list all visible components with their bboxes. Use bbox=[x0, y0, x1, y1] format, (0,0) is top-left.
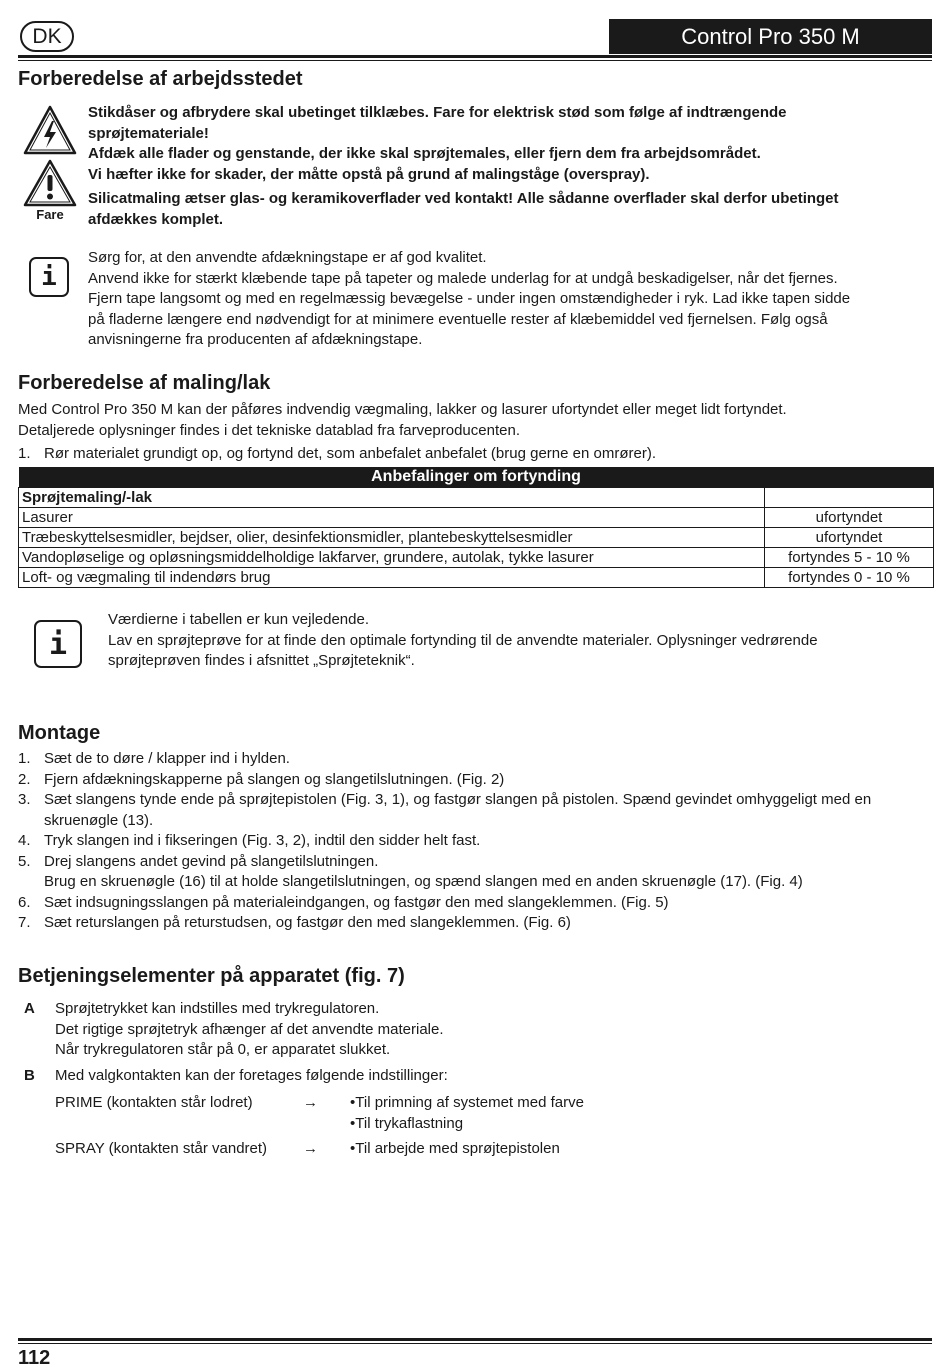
table-cell-material: Vandopløselige og opløsningsmiddelholdige lakfarver, grundere, autolak, tykke lasurer bbox=[19, 548, 765, 568]
info-text-2 bbox=[108, 610, 928, 672]
list-item bbox=[18, 893, 936, 914]
page-number: 112 bbox=[18, 1347, 51, 1369]
step-text bbox=[44, 790, 871, 831]
step-text-line: Brug en skruenøgle (16) til at holde slangetilslutningen, og spænd slangen med en anden skruenøgle (17). (Fig. 4) bbox=[44, 873, 803, 890]
info-text-1 bbox=[88, 248, 928, 351]
step-number: 4. bbox=[18, 832, 31, 849]
info-line: Anvend ikke for stærkt klæbende tape på tapeter og malede underlag for at undgå beskadigelser, når det fjernes. bbox=[88, 269, 838, 287]
list-item bbox=[350, 1114, 584, 1135]
arrow-right-icon: → bbox=[303, 1094, 318, 1111]
table-row bbox=[19, 528, 934, 548]
control-label-b: B bbox=[24, 1067, 35, 1084]
table-cell-value: ufortyndet bbox=[765, 528, 934, 548]
control-a-line: Sprøjtetrykket kan indstilles med trykregulatoren. bbox=[55, 1000, 380, 1017]
step-text: Sæt returslangen på returstudsen, og fastgør den med slangeklemmen. (Fig. 6) bbox=[44, 914, 571, 931]
info-line: Sørg for, at den anvendte afdækningstape er af god kvalitet. bbox=[88, 249, 487, 266]
table-cell-value: fortyndes 5 - 10 % bbox=[765, 548, 934, 568]
warning-icon bbox=[22, 158, 78, 208]
step-text-line: skruenøgle (13). bbox=[44, 811, 154, 829]
info-line: på fladerne længere end nødvendigt for at minimere eventuelle rester af klæbemiddel ved fjernelsen. Følg også bbox=[88, 310, 828, 328]
list-item bbox=[350, 1139, 560, 1160]
step-text: Fjern afdækningskapperne på slangen og slangetilslutningen. (Fig. 2) bbox=[44, 770, 505, 788]
list-item bbox=[18, 749, 936, 770]
list-item bbox=[18, 913, 936, 934]
info-line: Værdierne i tabellen er kun vejledende. bbox=[108, 611, 369, 628]
table-cell-value: fortyndes 0 - 10 % bbox=[765, 568, 934, 588]
table-cell-material: Loft- og vægmaling til indendørs brug bbox=[19, 568, 765, 588]
product-title: Control Pro 350 M bbox=[681, 23, 860, 49]
table-row bbox=[19, 508, 934, 528]
result-text: Til arbejde med sprøjtepistolen bbox=[355, 1140, 560, 1157]
paint-step-1 bbox=[18, 444, 934, 465]
control-a-line: Det rigtige sprøjtetryk afhænger af det anvendte materiale. bbox=[55, 1020, 444, 1038]
control-label-a: A bbox=[24, 1000, 35, 1017]
section-title-paint-prep: Forberedelse af maling/lak bbox=[18, 372, 271, 394]
thinning-table bbox=[18, 467, 934, 588]
header-rule bbox=[18, 55, 932, 58]
control-b-intro: Med valgkontakten kan der foretages følgende indstillinger: bbox=[55, 1067, 448, 1084]
warning-label: Fare bbox=[36, 207, 64, 222]
info-line: sprøjteprøven findes i afsnittet „Sprøjteteknik“. bbox=[108, 652, 415, 669]
section-title-controls: Betjeningselementer på apparatet (fig. 7) bbox=[18, 965, 405, 987]
list-item bbox=[18, 770, 936, 791]
control-a-description bbox=[55, 999, 925, 1061]
step-text: Sæt indsugningsslangen på materialeindgangen, og fastgør den med slangeklemmen. (Fig. 5) bbox=[44, 893, 669, 911]
step-text bbox=[44, 852, 803, 893]
warning-line: Silicatmaling ætser glas- og keramikoverflader ved kontakt! Alle sådanne overflader skal derfor ubetinget bbox=[88, 190, 839, 207]
prime-setting-label: PRIME (kontakten står lodret) bbox=[55, 1094, 253, 1111]
result-text: Til trykaflastning bbox=[355, 1114, 464, 1132]
prime-results bbox=[350, 1093, 584, 1134]
header-rule-thin bbox=[18, 60, 932, 61]
info-icon-glyph: i bbox=[48, 626, 68, 662]
language-badge-label: DK bbox=[32, 24, 62, 48]
footer-rule-thin bbox=[18, 1343, 932, 1344]
list-item bbox=[18, 831, 936, 852]
step-number: 6. bbox=[18, 893, 31, 911]
step-number: 3. bbox=[18, 791, 31, 808]
step-text: Rør materialet grundigt op, og fortynd det, som anbefalet anbefalet (brug gerne en omrører). bbox=[44, 445, 656, 462]
table-row bbox=[19, 568, 934, 588]
intro-line: Med Control Pro 350 M kan der påføres indvendig vægmaling, lakker og lasurer ufortyndet eller meget lidt fortyndet. bbox=[18, 401, 787, 418]
step-number: 5. bbox=[18, 852, 31, 870]
step-number: 1. bbox=[18, 750, 31, 767]
arrow-right-icon: → bbox=[303, 1140, 318, 1157]
thinning-table-subheader-empty bbox=[765, 488, 934, 508]
table-row bbox=[19, 548, 934, 568]
warning-line: Vi hæfter ikke for skader, der måtte opstå på grund af malingståge (overspray). bbox=[88, 165, 650, 183]
thinning-table-title: Anbefalinger om fortynding bbox=[19, 467, 934, 488]
step-number: 7. bbox=[18, 914, 31, 931]
language-badge bbox=[20, 21, 74, 52]
info-line: Lav en sprøjteprøve for at finde den optimale fortynding til de anvendte materialer. Oplysninger vedrørende bbox=[108, 631, 818, 649]
info-icon bbox=[29, 257, 69, 297]
electric-hazard-icon bbox=[22, 104, 78, 156]
warning-line: sprøjtemateriale! bbox=[88, 124, 209, 142]
step-number: 1. bbox=[18, 445, 31, 462]
bullet-icon: • bbox=[350, 1094, 356, 1111]
list-item bbox=[350, 1093, 584, 1114]
paint-intro bbox=[18, 400, 934, 441]
intro-line: Detaljerede oplysninger findes i det tekniske datablad fra farveproducenten. bbox=[18, 421, 520, 439]
product-title-bar bbox=[609, 19, 932, 54]
table-cell-value: ufortyndet bbox=[765, 508, 934, 528]
warning-text-1 bbox=[88, 103, 918, 185]
section-title-assembly: Montage bbox=[18, 722, 101, 744]
table-cell-material: Lasurer bbox=[19, 508, 765, 528]
info-line: Fjern tape langsomt og med en regelmæssig bevægelse - under ingen omstændigheder i ryk. Lad ikke tapen sidde bbox=[88, 290, 851, 307]
footer-rule bbox=[18, 1338, 932, 1341]
info-icon bbox=[34, 620, 82, 668]
bullet-icon: • bbox=[350, 1114, 356, 1132]
list-item bbox=[18, 790, 936, 831]
thinning-table-subheader: Sprøjtemaling/-lak bbox=[19, 488, 765, 508]
warning-text-2 bbox=[88, 189, 918, 230]
step-text-line: Sæt slangens tynde ende på sprøjtepistolen (Fig. 3, 1), og fastgør slangen på pistolen. Spænd gevindet omhyggeligt med en bbox=[44, 791, 872, 808]
bullet-icon: • bbox=[350, 1140, 356, 1157]
info-line: anvisningerne fra producenten af afdækningstape. bbox=[88, 331, 423, 348]
step-number: 2. bbox=[18, 770, 31, 788]
spray-setting-label: SPRAY (kontakten står vandret) bbox=[55, 1140, 268, 1157]
step-text: Tryk slangen ind i fikseringen (Fig. 3, 2), indtil den sidder helt fast. bbox=[44, 832, 481, 849]
result-text: Til primning af systemet med farve bbox=[355, 1094, 584, 1111]
section-title-workplace: Forberedelse af arbejdsstedet bbox=[18, 68, 303, 90]
list-item bbox=[18, 852, 936, 893]
warning-line: Stikdåser og afbrydere skal ubetinget tilklæbes. Fare for elektrisk stød som følge af indtrængende bbox=[88, 104, 787, 121]
control-a-line: Når trykregulatoren står på 0, er apparatet slukket. bbox=[55, 1041, 391, 1058]
step-text: Sæt de to døre / klapper ind i hylden. bbox=[44, 750, 290, 767]
assembly-steps bbox=[18, 749, 936, 934]
spray-results bbox=[350, 1139, 560, 1160]
step-text-line: Drej slangens andet gevind på slangetilslutningen. bbox=[44, 852, 379, 870]
warning-line: Afdæk alle flader og genstande, der ikke skal sprøjtemales, eller fjern dem fra arbejdsområdet. bbox=[88, 145, 761, 162]
table-cell-material: Træbeskyttelsesmidler, bejdser, olier, desinfektionsmidler, plantebeskyttelsesmidler bbox=[19, 528, 765, 548]
info-icon-glyph: i bbox=[41, 262, 57, 292]
warning-line: afdækkes komplet. bbox=[88, 210, 224, 228]
